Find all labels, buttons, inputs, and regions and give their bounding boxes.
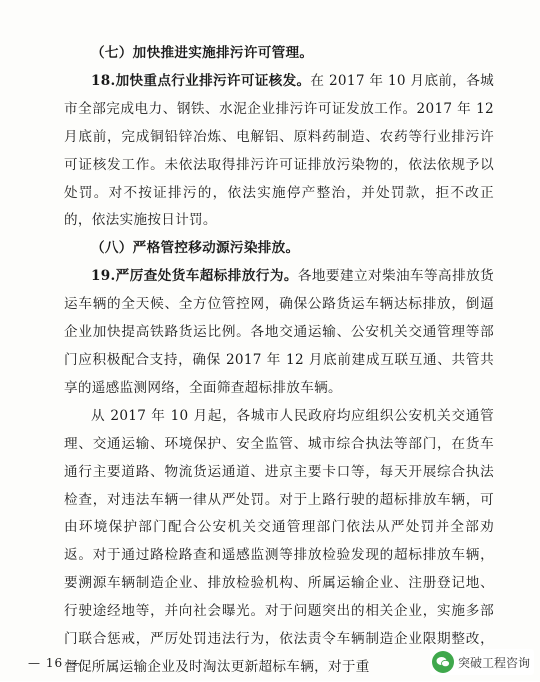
wechat-logo-icon: [432, 651, 454, 673]
section-8-heading: （八）严格管控移动源污染排放。: [91, 240, 300, 257]
item-18-lead: 18.加快重点行业排污许可证核发。: [91, 72, 311, 89]
section-7-heading: （七）加快推进实施排污许可管理。: [91, 45, 314, 61]
document-body: [64, 40, 494, 682]
item-19-paragraph: [64, 263, 494, 403]
item-18-paragraph: [64, 68, 494, 235]
item-18-body: 在 2017 年 10 月底前，各城市全部完成电力、钢铁、水泥企业排污许可证发放工作。2017 年 12 月底前，完成铜铅锌冶炼、电解铝、原料药制造、农药等行业排污许可证核发工作。未依法取得排污许可证排放污染物的，依法依规予以处罚。对不按证排污的，依法实施停产整治，并处罚款，拒不改正的，依法实施按日计罚。: [64, 72, 495, 229]
item-19-body: 各地要建立对柴油车等高排放货运车辆的全天候、全方位管控网，确保公路货运车辆达标排放，倒逼企业加快提高铁路货运比例。各地交通运输、公安机关交通管理等部门应积极配合支持，确保 2017 年 12 月底前建成互联互通、共管共享的遥感监测网络，全面筛查超标排放车辆。: [64, 268, 494, 396]
paragraph-3: 从 2017 年 10 月起，各城市人民政府均应组织公安机关交通管理、交通运输、环境保护、安全监管、城市综合执法等部门，在货车通行主要道路、物流货运通道、进京主要卡口等，每天开展综合执法检查，对违法车辆一律从严处罚。对于上路行驶的超标排放车辆，可由环境保护部门配合公安机关交通管理部门依法从严处罚并全部劝返。对于通过路检路查和遥感监测等排放检验发现的超标排放车辆，要溯源车辆制造企业、排放检验机构、所属运输企业、注册登记地、行驶途经地等，并向社会曝光。对于问题突出的相关企业，实施多部门联合惩戒，严厉处罚违法行为，依法责令车辆制造企业限期整改，督促所属运输企业及时淘汰更新超标车辆，对于重: [64, 407, 494, 675]
watermark-text: 突破工程咨询: [457, 655, 530, 670]
item-19-lead: 19.严厉查处货车超标排放行为。: [91, 268, 298, 285]
watermark: [430, 649, 534, 675]
page-number: — 16 —: [28, 656, 81, 670]
